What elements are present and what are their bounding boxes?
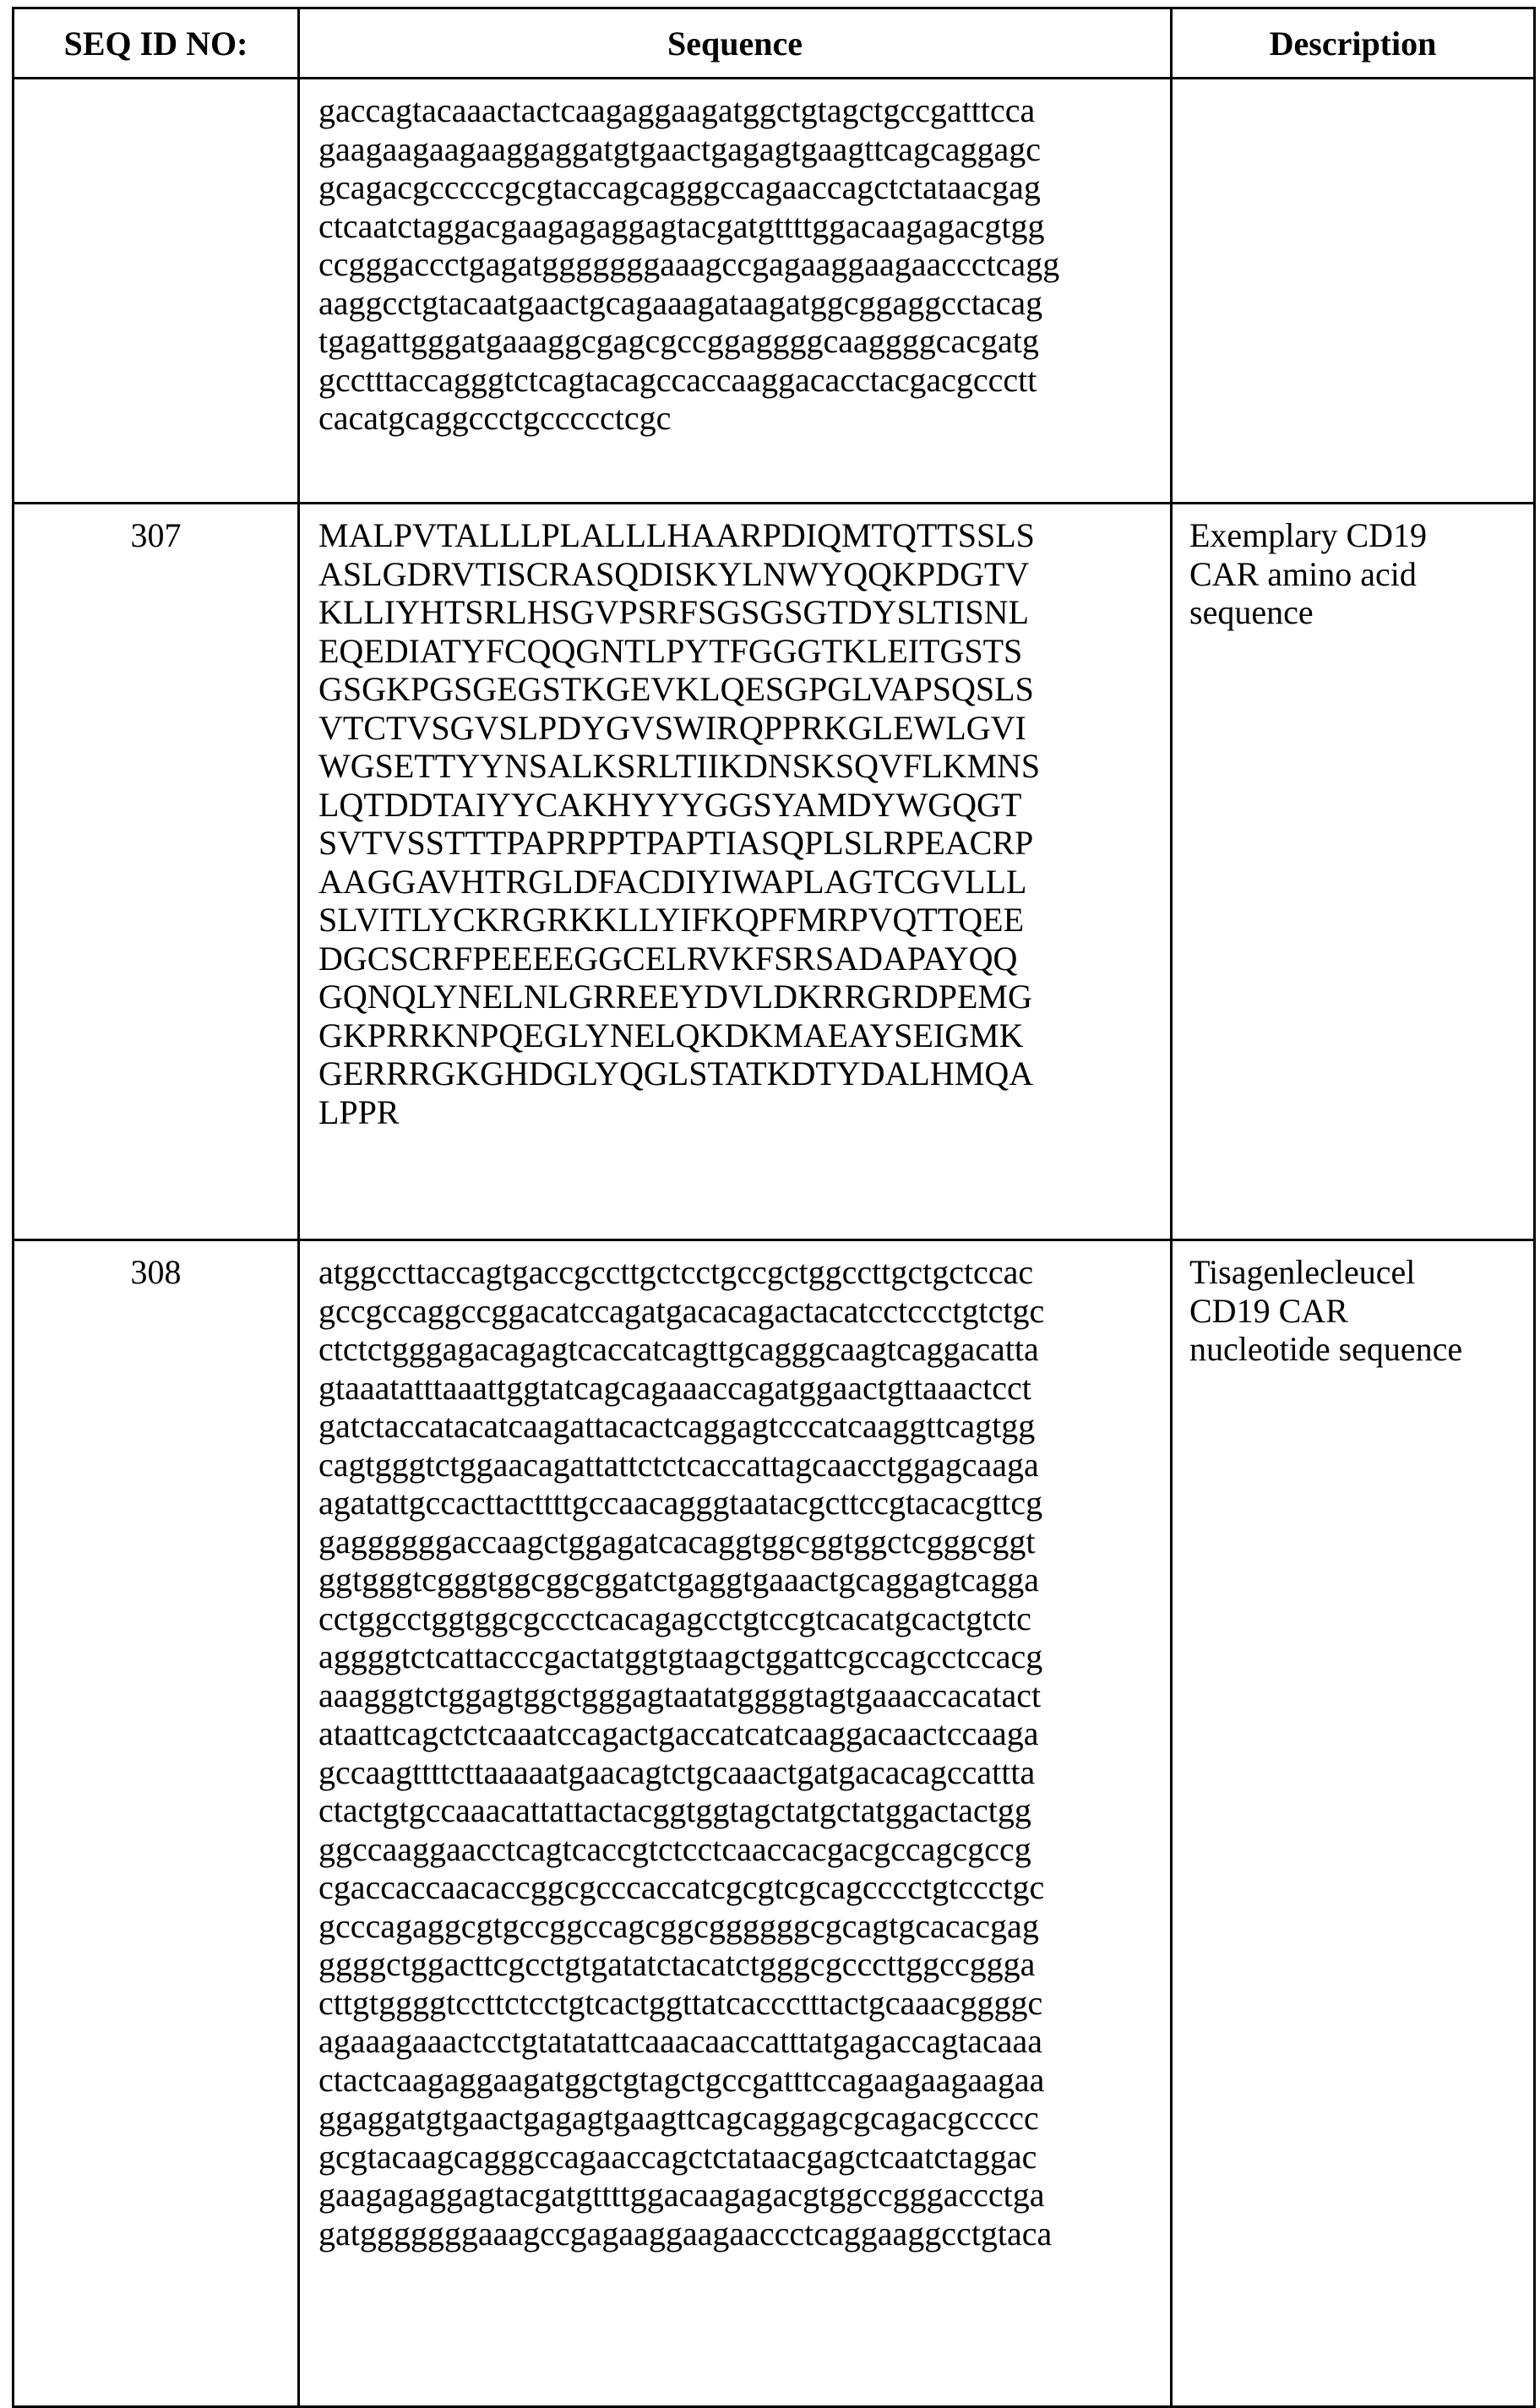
sequence-line: gaggggggaccaagctggagatcacaggtggcggtggctcgggcggt: [318, 1523, 1162, 1561]
sequence-line: gccaagttttcttaaaaatgaacagtctgcaaactgatgacacagccattta: [318, 1753, 1162, 1792]
description-line: nucleotide sequence: [1189, 1330, 1525, 1369]
sequence-line: cgaccaccaacaccggcgcccaccatcgcgtcgcagcccctgtccctgc: [318, 1868, 1162, 1907]
sequence-table: [12, 7, 1536, 2408]
description-line: Tisagenlecleucel: [1189, 1253, 1525, 1292]
sequence-line: ctactgtgccaaacattattactacggtggtagctatgctatggactactgg: [318, 1791, 1162, 1830]
header-sequence: Sequence: [299, 8, 1172, 79]
header-description: Description: [1172, 8, 1535, 79]
description-cell: [1172, 1240, 1535, 2407]
description-cell: [1172, 79, 1535, 504]
sequence-line: ataattcagctctcaaatccagactgaccatcatcaaggacaactccaaga: [318, 1714, 1162, 1753]
description-line: CD19 CAR: [1189, 1292, 1525, 1331]
table-header-row: [14, 8, 1535, 79]
sequence-line: GQNQLYNELNLGRREEYDVLDKRRGRDPEMG: [318, 978, 1162, 1016]
description-line: CAR amino acid: [1189, 555, 1525, 594]
table-row: [14, 504, 1535, 1240]
sequence-line: GERRRGKGHDGLYQGLSTATKDTYDALHMQA: [318, 1054, 1162, 1093]
sequence-line: SLVITLYCKRGRKKLLYIFKQPFMRPVQTTQEE: [318, 901, 1162, 940]
sequence-line: MALPVTALLLPLALLLHAARPDIQMTQTTSSLS: [318, 516, 1162, 555]
sequence-line: ctctctgggagacagagtcaccatcagttgcagggcaagtcaggacatta: [318, 1330, 1162, 1369]
sequence-line: GSGKPGSGEGSTKGEVKLQESGPGLVAPSQSLS: [318, 670, 1162, 709]
sequence-line: gcagacgcccccgcgtaccagcagggccagaaccagctctataacgag: [318, 168, 1162, 207]
sequence-line: tgagattgggatgaaaggcgagcgccggaggggcaaggggcacgatg: [318, 322, 1162, 361]
sequence-line: ggggctggacttcgcctgtgatatctacatctgggcgcccttggccggga: [318, 1945, 1162, 1984]
sequence-line: gatctaccatacatcaagattacactcaggagtcccatcaaggttcagtgg: [318, 1407, 1162, 1446]
sequence-cell: [299, 504, 1172, 1240]
sequence-line: DGCSCRFPEEEEGGCELRVKFSRSADAPAYQQ: [318, 940, 1162, 978]
sequence-line: ccgggaccctgagatgggggggaaagccgagaaggaagaaccctcagg: [318, 245, 1162, 284]
sequence-line: SVTVSSTTTPAPRPPTPAPTIASQPLSLRPEACRP: [318, 824, 1162, 863]
sequence-line: gaagagaggagtacgatgttttggacaagagacgtggccgggaccctga: [318, 2176, 1162, 2215]
sequence-cell: [299, 1240, 1172, 2407]
sequence-line: gaagaagaagaaggaggatgtgaactgagagtgaagttcagcaggagc: [318, 130, 1162, 169]
sequence-line: ggccaaggaacctcagtcaccgtctcctcaaccacgacgccagcgccg: [318, 1830, 1162, 1869]
sequence-line: aggggtctcattacccgactatggtgtaagctggattcgccagcctccacg: [318, 1637, 1162, 1676]
sequence-line: gcgtacaagcagggccagaaccagctctataacgagctcaatctaggac: [318, 2138, 1162, 2176]
description-line: sequence: [1189, 593, 1525, 632]
sequence-line: GKPRRKNPQEGLYNELQKDKMAEAYSEIGMK: [318, 1016, 1162, 1055]
sequence-line: gatgggggggaaagccgagaaggaagaaccctcaggaaggcctgtaca: [318, 2215, 1162, 2253]
sequence-line: ggtgggtcgggtggcggcggatctgaggtgaaactgcaggagtcagga: [318, 1561, 1162, 1599]
header-seq-id: SEQ ID NO:: [14, 8, 299, 79]
description-line: Exemplary CD19: [1189, 516, 1525, 555]
sequence-line: gcctttaccagggtctcagtacagccaccaaggacacctacgacgccctt: [318, 361, 1162, 400]
sequence-line: gccgccaggccggacatccagatgacacagactacatcctccctgtctgc: [318, 1292, 1162, 1331]
sequence-line: cacatgcaggccctgccccctcgc: [318, 399, 1162, 438]
sequence-line: aaggcctgtacaatgaactgcagaaagataagatggcggaggcctacag: [318, 284, 1162, 323]
sequence-line: cagtgggtctggaacagattattctctcaccattagcaacctggagcaaga: [318, 1446, 1162, 1485]
sequence-line: LQTDDTAIYYCAKHYYYGGSYAMDYWGQGT: [318, 786, 1162, 825]
sequence-line: ctactcaagaggaagatggctgtagctgccgatttccagaagaagaagaa: [318, 2061, 1162, 2100]
sequence-line: ASLGDRVTISCRASQDISKYLNWYQQKPDGTV: [318, 555, 1162, 594]
sequence-line: cctggcctggtggcgccctcacagagcctgtccgtcacatgcactgtctc: [318, 1599, 1162, 1638]
sequence-line: VTCTVSGVSLPDYGVSWIRQPPRKGLEWLGVI: [318, 709, 1162, 748]
sequence-line: KLLIYHTSRLHSGVPSRFSGSGSGTDYSLTISNL: [318, 593, 1162, 632]
sequence-line: WGSETTYYNSALKSRLTIIKDNSKSQVFLKMNS: [318, 747, 1162, 786]
sequence-line: aaagggtctggagtggctgggagtaatatggggtagtgaaaccacatact: [318, 1676, 1162, 1715]
table-row: [14, 79, 1535, 504]
sequence-line: ggaggatgtgaactgagagtgaagttcagcaggagcgcagacgccccc: [318, 2099, 1162, 2138]
description-cell: [1172, 504, 1535, 1240]
seq-id-cell: 307: [14, 504, 299, 1240]
sequence-line: gaccagtacaaactactcaagaggaagatggctgtagctgccgatttcca: [318, 91, 1162, 130]
sequence-line: atggccttaccagtgaccgccttgctcctgccgctggccttgctgctccac: [318, 1253, 1162, 1292]
seq-id-cell: [14, 79, 299, 504]
sequence-cell: [299, 79, 1172, 504]
sequence-line: agatattgccacttacttttgccaacagggtaatacgcttccgtacacgttcg: [318, 1484, 1162, 1523]
sequence-line: LPPR: [318, 1093, 1162, 1132]
sequence-line: cttgtggggtccttctcctgtcactggttatcaccctttactgcaaacggggc: [318, 1984, 1162, 2023]
table-row: [14, 1240, 1535, 2407]
sequence-line: agaaagaaactcctgtatatattcaaacaaccatttatgagaccagtacaaa: [318, 2022, 1162, 2061]
sequence-line: gcccagaggcgtgccggccagcggcggggggcgcagtgcacacgag: [318, 1907, 1162, 1946]
sequence-line: EQEDIATYFCQQGNTLPYTFGGGTKLEITGSTS: [318, 632, 1162, 671]
sequence-line: AAGGAVHTRGLDFACDIYIWAPLAGTCGVLLL: [318, 863, 1162, 902]
seq-id-cell: 308: [14, 1240, 299, 2407]
sequence-line: ctcaatctaggacgaagagaggagtacgatgttttggacaagagacgtgg: [318, 207, 1162, 246]
sequence-line: gtaaatatttaaattggtatcagcagaaaccagatggaactgttaaactcct: [318, 1369, 1162, 1408]
